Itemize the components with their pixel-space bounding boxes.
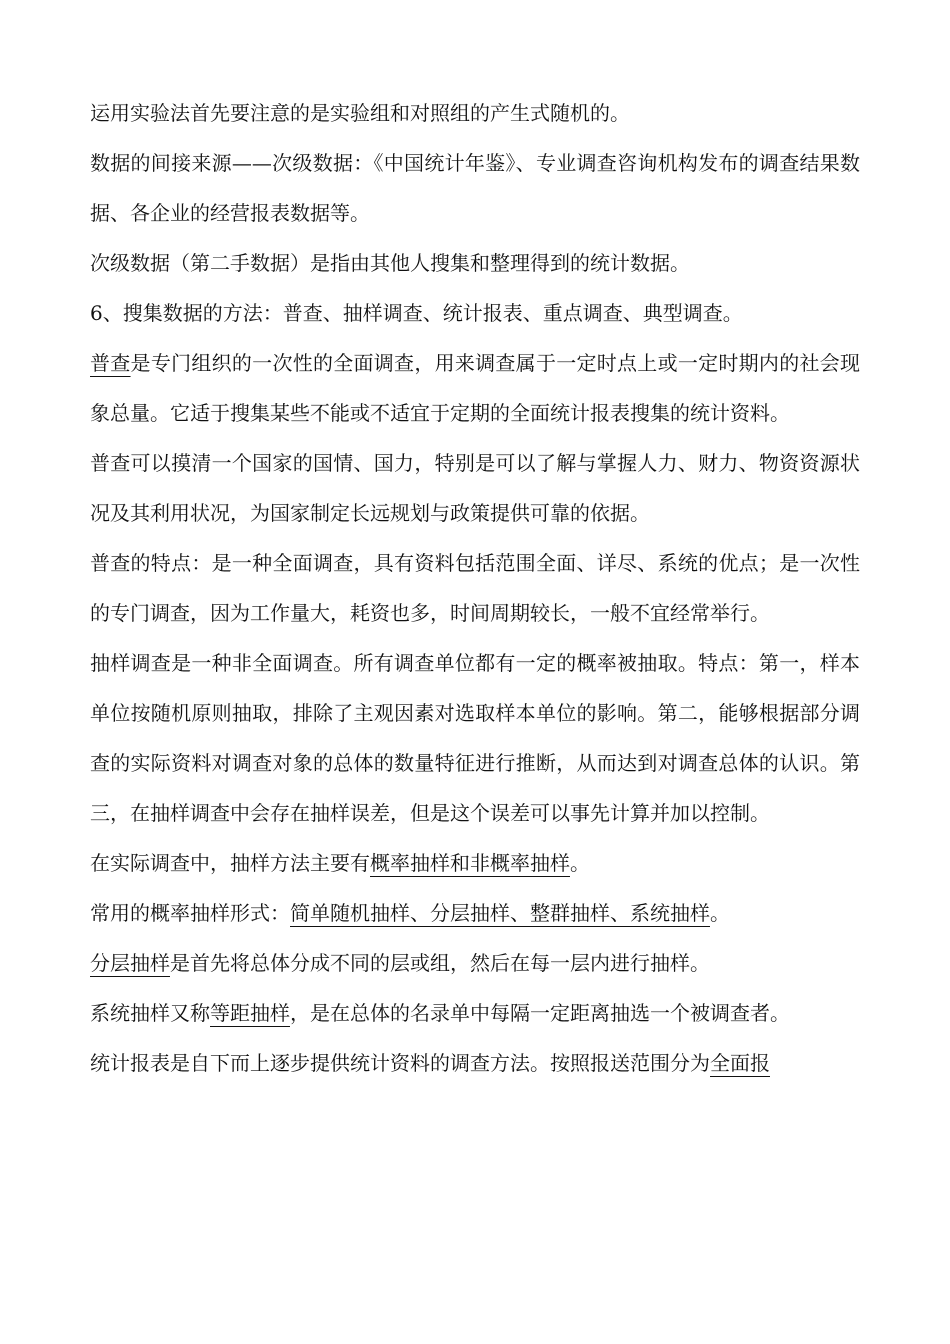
underlined-term: 普查	[90, 351, 131, 375]
text-run: 抽样调查是一种非全面调查。所有调查单位都有一定的概率被抽取。特点：第一，样本单位按随机原则抽取，排除了主观因素对选取样本单位的影响。第二，能够根据部分调查的实际资料对调查对象的总体的数量特征进行推断，从而达到对调查总体的认识。第三，在抽样调查中会存在抽样误差，但是这个误差可以事先计算并加以控制。	[90, 651, 860, 825]
text-run: 次级数据（第二手数据）是指由其他人搜集和整理得到的统计数据。	[90, 251, 690, 275]
text-run: 统计报表是自下而上逐步提供统计资料的调查方法。按照报送范围分为	[90, 1051, 710, 1075]
paragraph-secondary-data-definition	[90, 238, 860, 288]
paragraph-probability-sampling-forms	[90, 888, 860, 938]
text-run: 6、搜集数据的方法：普查、抽样调查、统计报表、重点调查、典型调查。	[90, 301, 743, 325]
underlined-term: 简单随机抽样、分层抽样、整群抽样、系统抽样	[290, 901, 710, 925]
text-run: 运用实验法首先要注意的是实验组和对照组的产生式随机的。	[90, 101, 630, 125]
paragraph-stratified-sampling	[90, 938, 860, 988]
text-run: 普查的特点：是一种全面调查，具有资料包括范围全面、详尽、系统的优点；是一次性的专门调查，因为工作量大，耗资也多，时间周期较长，一般不宜经常举行。	[90, 551, 860, 625]
text-run: 系统抽样又称	[90, 1001, 210, 1025]
underlined-term: 分层抽样	[90, 951, 170, 975]
document-body	[90, 88, 860, 1088]
text-run: 是专门组织的一次性的全面调查，用来调查属于一定时点上或一定时期内的社会现象总量。它适于搜集某些不能或不适宜于定期的全面统计报表搜集的统计资料。	[90, 351, 861, 425]
text-run: ，是在总体的名录单中每隔一定距离抽选一个被调查者。	[290, 1001, 790, 1025]
paragraph-systematic-sampling	[90, 988, 860, 1038]
underlined-term: 概率抽样和非概率抽样	[370, 851, 570, 875]
text-run: 。	[710, 901, 730, 925]
paragraph-experiment-randomization	[90, 88, 860, 138]
underlined-term: 全面报	[710, 1051, 770, 1075]
paragraph-census-definition	[90, 338, 860, 438]
paragraph-sampling-survey	[90, 638, 860, 838]
text-run: 普查可以摸清一个国家的国情、国力，特别是可以了解与掌握人力、财力、物资资源状况及其利用状况，为国家制定长远规划与政策提供可靠的依据。	[90, 451, 860, 525]
text-run: 。	[570, 851, 590, 875]
text-run: 是首先将总体分成不同的层或组，然后在每一层内进行抽样。	[170, 951, 710, 975]
paragraph-census-purpose	[90, 438, 860, 538]
text-run: 数据的间接来源——次级数据：《中国统计年鉴》、专业调查咨询机构发布的调查结果数据、各企业的经营报表数据等。	[90, 151, 860, 225]
text-run: 常用的概率抽样形式：	[90, 901, 290, 925]
text-run: 在实际调查中，抽样方法主要有	[90, 851, 370, 875]
paragraph-statistical-reports	[90, 1038, 860, 1088]
underlined-term: 等距抽样	[210, 1001, 290, 1025]
paragraph-sampling-methods	[90, 838, 860, 888]
paragraph-secondary-data-sources	[90, 138, 860, 238]
paragraph-census-features	[90, 538, 860, 638]
paragraph-data-collection-methods	[90, 288, 860, 338]
